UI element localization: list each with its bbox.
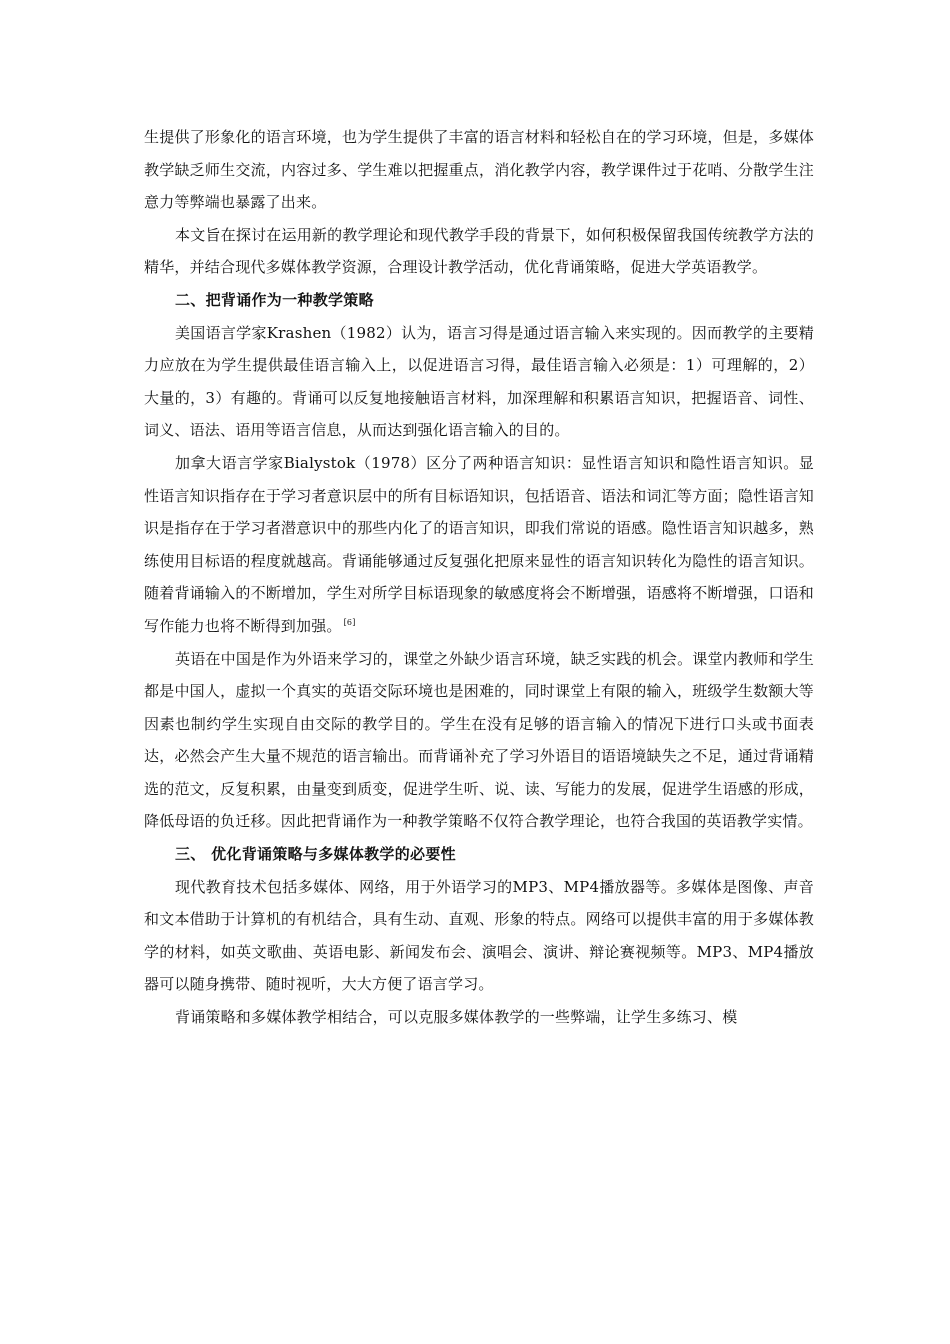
paragraph-bialystok-text: 加拿大语言学家Bialystok（1978）区分了两种语言知识：显性语言知识和隐性语言知识。显性语言知识指存在于学习者意识层中的所有目标语知识，包括语音、语法和词汇等方面；隐性语言知识是指存在于学习者潜意识中的那些内化了的语言知识，即我们常说的语感。隐性语言知识越多，熟练使用目标语的程度就越高。背诵能够通过反复强化把原来显性的语言知识转化为隐性的语言知识。随着背诵输入的不断增加，学生对所学目标语现象的敏感度将会不断增强，语感将不断增强，口语和写作能力也将不断得到加强。 [144, 453, 814, 635]
section-heading-2: 二、把背诵作为一种教学策略 [175, 290, 374, 309]
paragraph-efl-context: 英语在中国是作为外语来学习的，课堂之外缺少语言环境，缺乏实践的机会。课堂内教师和学生都是中国人，虚拟一个真实的英语交际环境也是困难的，同时课堂上有限的输入，班级学生数额大等因素也制约学生实现自由交际的教学目的。学生在没有足够的语言输入的情况下进行口头或书面表达，必然会产生大量不规范的语言输出。而背诵补充了学习外语目的语语境缺失之不足，通过背诵精选的范文，反复积累，由量变到质变，促进学生听、说、读、写能力的发展，促进学生语感的形成，降低母语的负迁移。因此把背诵作为一种教学策略不仅符合教学理论，也符合我国的英语教学实情。 [144, 649, 814, 831]
section-heading-3: 三、 优化背诵策略与多媒体教学的必要性 [175, 845, 456, 864]
citation-marker: [6] [343, 617, 356, 627]
paragraph-purpose: 本文旨在探讨在运用新的教学理论和现代教学手段的背景下，如何积极保留我国传统教学方法的精华，并结合现代多媒体教学资源，合理设计教学活动，优化背诵策略，促进大学英语教学。 [144, 225, 814, 277]
paragraph-combination: 背诵策略和多媒体教学相结合，可以克服多媒体教学的一些弊端，让学生多练习、模 [175, 1008, 738, 1027]
paragraph-krashen: 美国语言学家Krashen（1982）认为，语言习得是通过语言输入来实现的。因而教学的主要精力应放在为学生提供最佳语言输入上，以促进语言习得，最佳语言输入必须是：1）可理解的，2）大量的，3）有趣的。背诵可以反复地接触语言材料，加深理解和积累语言知识，把握语音、词性、词义、语法、语用等语言信息，从而达到强化语言输入的目的。 [144, 323, 814, 440]
paragraph-bialystok [144, 447, 814, 643]
paragraph-modern-tech: 现代教育技术包括多媒体、网络，用于外语学习的MP3、MP4播放器等。多媒体是图像、声音和文本借助于计算机的有机结合，具有生动、直观、形象的特点。网络可以提供丰富的用于多媒体教学的材料，如英文歌曲、英语电影、新闻发布会、演唱会、演讲、辩论赛视频等。MP3、MP4播放器可以随身携带、随时视听，大大方便了语言学习。 [144, 877, 814, 994]
paragraph-continued: 生提供了形象化的语言环境，也为学生提供了丰富的语言材料和轻松自在的学习环境，但是，多媒体教学缺乏师生交流，内容过多、学生难以把握重点，消化教学内容，教学课件过于花哨、分散学生注意力等弊端也暴露了出来。 [144, 128, 814, 212]
document-body [144, 121, 814, 1034]
